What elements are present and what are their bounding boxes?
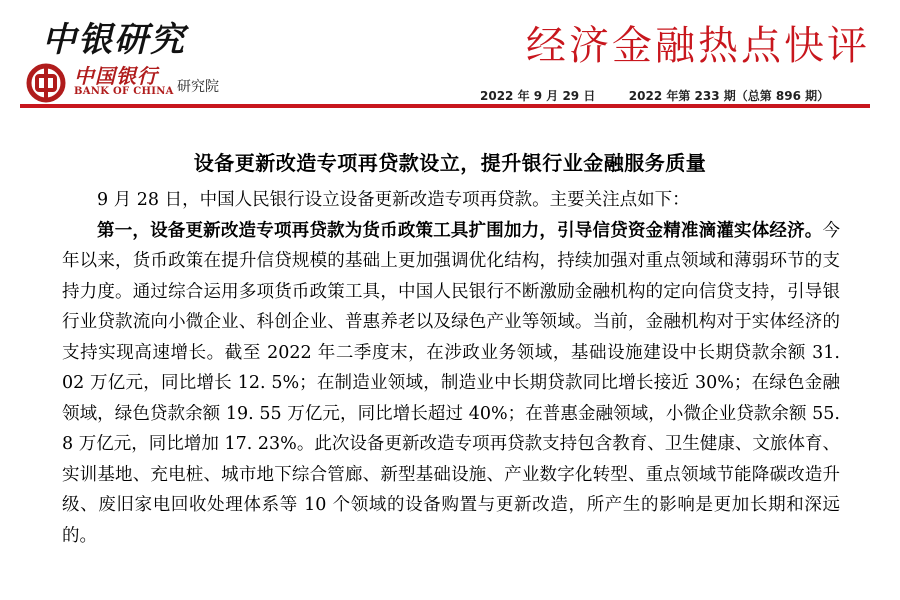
bank-name-cn: 中国银行 [74,64,158,88]
bank-of-china-logo-icon [26,63,66,103]
report-date: 2022 年 9 月 29 日 [480,89,596,103]
report-issue: 2022 年第 233 期（总第 896 期） [628,89,830,103]
bank-name-en: BANK OF CHINA [74,86,174,97]
report-series-title: 经济金融热点快评 [526,23,870,69]
point-one-body: 今年以来，货币政策在提升信贷规模的基础上更加强调优化结构，持续加强对重点领域和薄弱环节的支持力度。通过综合运用多项货币政策工具，中国人民银行不断激励金融机构的定向信贷支持，引导银行业贷款流向小微企业、科创企业、普惠养老以及绿色产业等领域。当前，金融机构对于实体经济的支持实现高速增长。截至 2022 年二季度末，在涉政业务领域，基础设施建设中长期贷款余额 31. 02 万亿元，同比增长 12. 5%；在制造业领域，制造业中长期贷款同比增长接近 30%；在绿色金融领域，绿色贷款余额 19. 55 万亿元，同比增长超过 40%；在普惠金融领域，小微企业贷款余额 55. 8 万亿元，同比增加 17. 23%。此次设备更新改造专项再贷款支持包含教育、卫生健康、文旅体育、实训基地、充电桩、城市地下综合管廊、新型基础设施、产业数字化转型、重点领域节能降碳改造升级、废旧家电回收处理体系等 10 个领域的设备购置与更新改造，所产生的影响是更加长期和深远的。 [62,220,840,546]
header-divider [20,104,870,108]
article-body [62,185,840,551]
calligraphy-logo: 中银研究 [42,20,186,60]
point-one-lead: 第一，设备更新改造专项再贷款为货币政策工具扩围加力，引导信贷资金精准滴灌实体经济。 [97,220,823,241]
article-title: 设备更新改造专项再贷款设立，提升银行业金融服务质量 [193,151,707,175]
institute-label: 研究院 [177,79,219,95]
dateline [480,87,829,104]
intro-paragraph: 9 月 28 日，中国人民银行设立设备更新改造专项再贷款。主要关注点如下： [97,190,690,210]
point-one-paragraph [62,216,840,552]
